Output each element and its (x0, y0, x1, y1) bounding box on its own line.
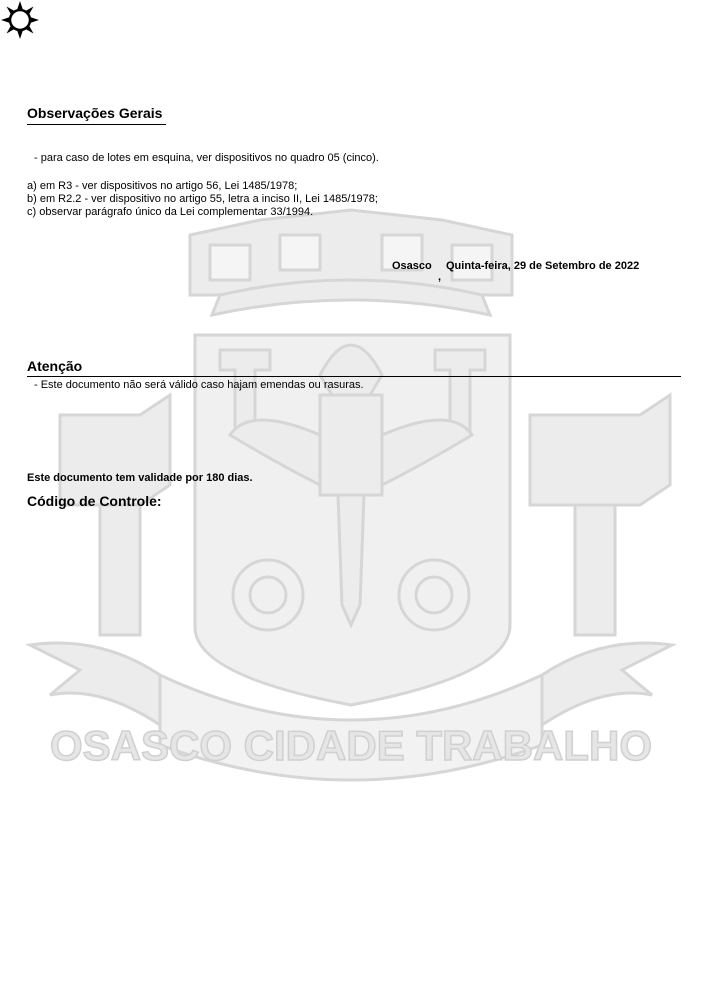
sun-icon (0, 0, 40, 40)
observacoes-item-b: b) em R2.2 - ver dispositivo no artigo 55, letra a inciso II, Lei 1485/1978; (27, 193, 378, 205)
atencao-text: - Este documento não será válido caso hajam emendas ou rasuras. (34, 379, 364, 391)
atencao-divider (27, 376, 681, 377)
observacoes-bullet: - para caso de lotes em esquina, ver dispositivos no quadro 05 (cinco). (34, 152, 379, 164)
watermark-motto: OSASCO CIDADE TRABALHO (49, 722, 653, 769)
codigo-controle-label: Código de Controle: (27, 493, 162, 509)
atencao-title: Atenção (27, 358, 83, 374)
validade-text: Este documento tem validade por 180 dias. (27, 472, 253, 484)
observacoes-item-c: c) observar parágrafo único da Lei complementar 33/1994. (27, 206, 314, 218)
coat-of-arms-watermark (20, 205, 682, 825)
observacoes-item-a: a) em R3 - ver dispositivos no artigo 56, Lei 1485/1978; (27, 180, 298, 192)
observacoes-title: Observações Gerais (27, 105, 163, 121)
date-city: Osasco (392, 260, 432, 272)
date-text: Quinta-feira, 29 de Setembro de 2022 (446, 260, 640, 272)
date-comma: , (438, 271, 442, 283)
observacoes-underline (27, 124, 166, 125)
